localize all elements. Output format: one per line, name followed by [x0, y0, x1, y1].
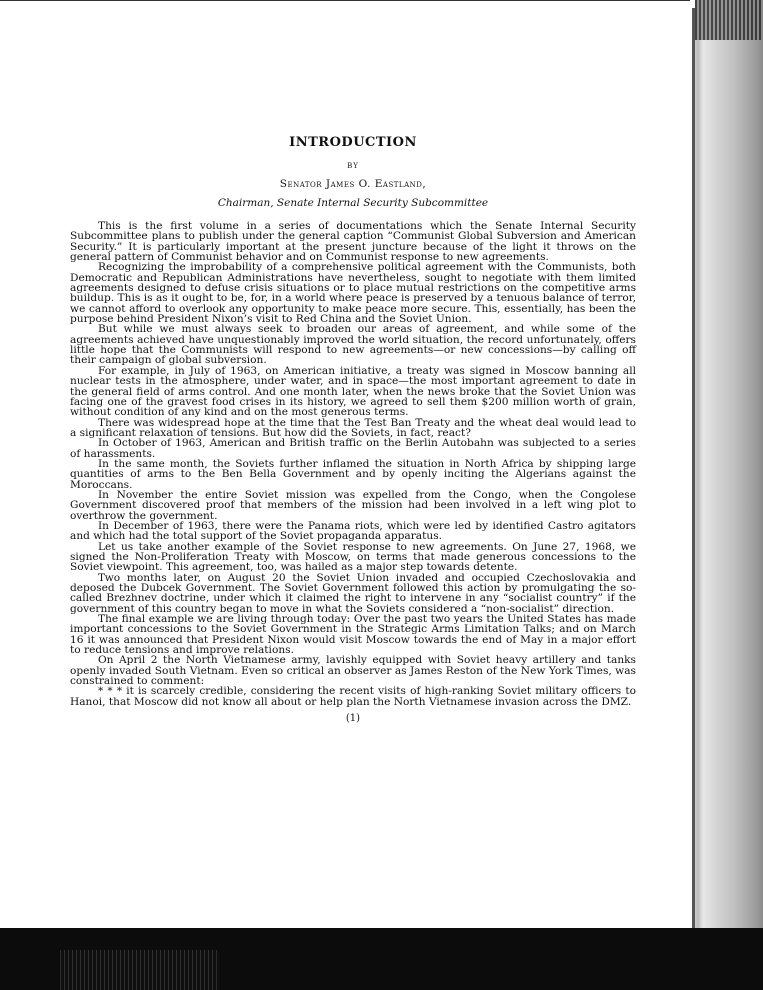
byline-label: BY: [347, 162, 359, 170]
scan-margin-right: [695, 0, 763, 990]
paragraph: Let us take another example of the Soviet response to new agreements. On June 27, 1968, we signed the Non-Proliferation Treaty with Moscow, on terms that made generous concessions to the Soviet viewpoint. This agreement, too, was hailed as a major step towards detente.: [70, 540, 636, 574]
paragraph: In October of 1963, American and British traffic on the Berlin Autobahn was subjected to a series of harassments.: [70, 437, 636, 460]
document-title: INTRODUCTION: [289, 135, 417, 150]
paragraph: But while we must always seek to broaden our areas of agreement, and while some of the agreements achieved have unquestionably improved the world situation, the record unfortunately, offers little hope that the Communists will respond to new agreements—or new concessions—by calling off their campaign of global subversion.: [70, 323, 636, 367]
paragraph: In November the entire Soviet mission was expelled from the Congo, when the Congolese Government discovered proof that members of the mission had been involved in a left wing plot to overthrow the government.: [70, 488, 636, 522]
scan-bottom-texture: [60, 950, 220, 990]
page-number: (1): [345, 713, 361, 725]
paragraph: In the same month, the Soviets further inflamed the situation in North Africa by shipping large quantities of arms to the Ben Bella Government and by openly inciting the Algerians against the Moroccans.: [70, 457, 636, 491]
paragraph: There was widespread hope at the time that the Test Ban Treaty and the wheat deal would lead to a significant relaxation of tensions. But how did the Soviets, in fact, react?: [70, 416, 636, 439]
paragraph: Two months later, on August 20 the Soviet Union invaded and occupied Czechoslovakia and deposed the Dubcek Government. The Soviet Government followed this action by promulgating the so-called Brezhnev doctrine, under which it claimed the right to intervene in any “socialist country” if the government of this country began to move in what the Soviets considered a “non-socialist” direction.: [70, 571, 636, 615]
paragraph: The final example we are living through today: Over the past two years the United States has made important concessions to the Soviet Government in the Strategic Arms Limitation Talks; and on March 16 it was announced that President Nixon would visit Moscow towards the end of May in a major effort to reduce tensions and improve relations.: [70, 613, 636, 657]
document-page: [70, 135, 636, 724]
paragraph: In December of 1963, there were the Panama riots, which were led by identified Castro agitators and which had the total support of the Soviet propaganda apparatus.: [70, 519, 636, 543]
paragraph: Recognizing the improbability of a comprehensive political agreement with the Communists, both Democratic and Republican Administrations have nevertheless, sought to negotiate with them limited agreements designed to defuse crisis situations or to place mutual restrictions on the competitive arms buildup. This is as it ought to be, for, in a world where peace is preserved by a tenuous balance of terror, we cannot afford to overlook any opportunity to make peace more secure. This, essentially, has been the purpose behind President Nixon’s visit to Red China and the Soviet Union.: [70, 261, 636, 326]
block-quote: * * * it is scarcely credible, considering the recent visits of high-ranking Soviet military officers to Hanoi, that Moscow did not know all about or help plan the North Vietnamese invasion across the DMZ.: [70, 685, 636, 708]
document-body: [70, 221, 636, 707]
author-name: Senator James O. Eastland,: [279, 178, 427, 190]
paragraph: This is the first volume in a series of documentations which the Senate Internal Security Subcommittee plans to publish under the general caption “Communist Global Subversion and American Security.” It is particularly important at the present juncture because of the light it throws on the general pattern of Communist behavior and on Communist response to new agreements.: [70, 220, 636, 264]
scan-border-top: [0, 0, 690, 9]
paragraph: On April 2 the North Vietnamese army, lavishly equipped with Soviet heavy artillery and tanks openly invaded South Vietnam. Even so critical an observer as James Reston of the New York Times, was constrained to comment:: [70, 654, 636, 688]
paragraph: For example, in July of 1963, on American initiative, a treaty was signed in Moscow banning all nuclear tests in the atmosphere, under water, and in space—the most important agreement to date in the general field of arms control. And one month later, when the news broke that the Soviet Union was facing one of the gravest food crises in its history, we agreed to sell them $200 million worth of grain, without condition of any kind and on the most generous terms.: [70, 364, 636, 419]
scan-border-bottom: [0, 928, 763, 990]
author-role: Chairman, Senate Internal Security Subcommittee: [217, 197, 489, 209]
scan-margin-texture: [695, 0, 763, 40]
